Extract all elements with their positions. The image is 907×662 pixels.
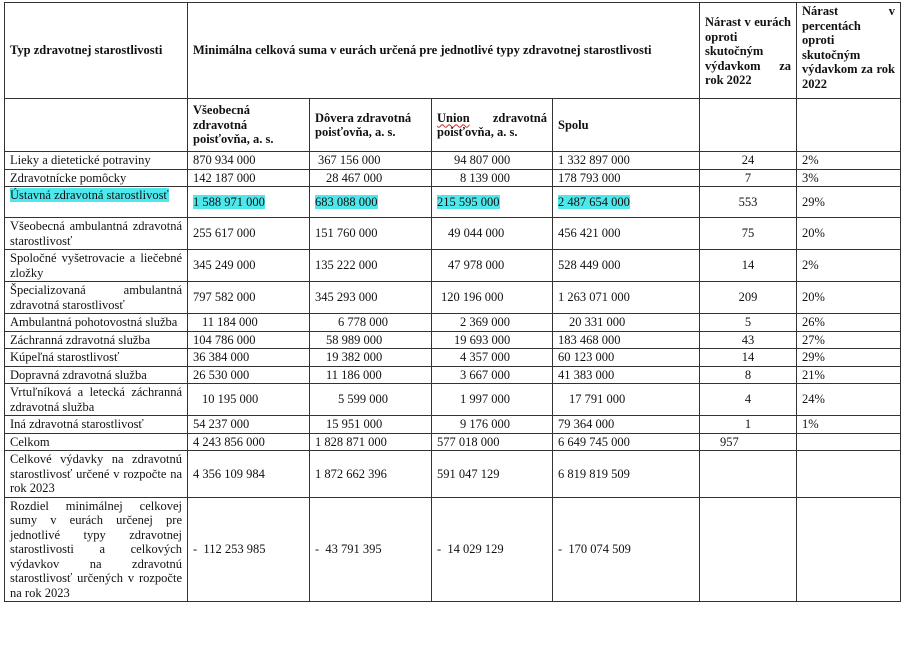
- cell-union: 9 176 000: [432, 416, 553, 434]
- cell-spolu: 528 449 000: [553, 250, 700, 282]
- table-row: [5, 366, 901, 384]
- header-growth-eur: Nárast v eurách oproti skutočným výdavkom za rok 2022: [700, 3, 797, 99]
- cell-dovera: 1 872 662 396: [310, 451, 432, 498]
- header-growth-pct: Nárast v percentách oproti skutočným výdavkom za rok 2022: [797, 3, 901, 99]
- cell-dovera: 151 760 000: [310, 218, 432, 250]
- cell-dovera: - 43 791 395: [310, 497, 432, 602]
- subheader-union-rest: zdravotná poisťovňa, a. s.: [437, 110, 547, 139]
- cell-spolu: 1 263 071 000: [553, 282, 700, 314]
- cell-dovera: 6 778 000: [310, 314, 432, 332]
- cell-growth-eur: 24: [700, 152, 797, 170]
- row-label: Vrtuľníková a letecká záchranná zdravotná služba: [5, 384, 188, 416]
- cell-union: 577 018 000: [432, 433, 553, 451]
- cell-vszp: 26 530 000: [188, 366, 310, 384]
- highlight-mark: 1 588 971 000: [193, 194, 265, 209]
- cell-growth-eur: 209: [700, 282, 797, 314]
- cell-growth-eur: 8: [700, 366, 797, 384]
- cell-growth-eur: 14: [700, 250, 797, 282]
- table-row: [5, 349, 901, 367]
- table-row: [5, 331, 901, 349]
- cell-growth-pct: 1%: [797, 416, 901, 434]
- table-row: [5, 497, 901, 602]
- cell-union: 19 693 000: [432, 331, 553, 349]
- subheader-union-word: Union: [437, 110, 470, 125]
- cell-union: 3 667 000: [432, 366, 553, 384]
- subheader-union: [432, 99, 553, 152]
- cell-growth-pct: 21%: [797, 366, 901, 384]
- cell-spolu: 6 819 819 509: [553, 451, 700, 498]
- cell-growth-pct: 29%: [797, 187, 901, 218]
- cell-vszp: 4 243 856 000: [188, 433, 310, 451]
- subheader-dovera: Dôvera zdravotná poisťovňa, a. s.: [310, 99, 432, 152]
- cell-growth-pct: 3%: [797, 169, 901, 187]
- row-label: Ambulantná pohotovostná služba: [5, 314, 188, 332]
- row-label: Spoločné vyšetrovacie a liečebné zložky: [5, 250, 188, 282]
- subheader-empty: [5, 99, 188, 152]
- cell-union: 4 357 000: [432, 349, 553, 367]
- cell-union: 591 047 129: [432, 451, 553, 498]
- cell-dovera: 367 156 000: [310, 152, 432, 170]
- cell-growth-eur: 957: [700, 433, 797, 451]
- cell-spolu: 60 123 000: [553, 349, 700, 367]
- table-row-highlighted: [5, 187, 901, 218]
- cell-vszp: 11 184 000: [188, 314, 310, 332]
- subheader-empty-2: [700, 99, 797, 152]
- table-row: [5, 314, 901, 332]
- header-type: Typ zdravotnej starostlivosti: [5, 3, 188, 99]
- cell-vszp: 4 356 109 984: [188, 451, 310, 498]
- cell-vszp: - 112 253 985: [188, 497, 310, 602]
- cell-growth-pct: 20%: [797, 218, 901, 250]
- cell-growth-pct: 26%: [797, 314, 901, 332]
- highlight-mark: 2 487 654 000: [558, 194, 630, 209]
- subheader-empty-3: [797, 99, 901, 152]
- cell-union: 49 044 000: [432, 218, 553, 250]
- cell-growth-eur: 4: [700, 384, 797, 416]
- cell-growth-eur: 14: [700, 349, 797, 367]
- table-row: [5, 451, 901, 498]
- cell-spolu: 456 421 000: [553, 218, 700, 250]
- row-label: Všeobecná ambulantná zdravotná starostlivosť: [5, 218, 188, 250]
- cell-spolu: 41 383 000: [553, 366, 700, 384]
- cell-dovera: 345 293 000: [310, 282, 432, 314]
- row-label: Rozdiel minimálnej celkovej sumy v eurách určenej pre jednotlivé typy zdravotnej starostlivosti a celkových výdavkov na zdravotnú starostlivosť určených v rozpočte na rok 2023: [5, 497, 188, 602]
- subheader-vszp: Všeobecná zdravotná poisťovňa, a. s.: [188, 99, 310, 152]
- row-label: Celkové výdavky na zdravotnú starostlivosť určené v rozpočte na rok 2023: [5, 451, 188, 498]
- table-row: [5, 384, 901, 416]
- cell-growth-pct: 27%: [797, 331, 901, 349]
- subheader-row: [5, 99, 901, 152]
- cell-growth-pct: 2%: [797, 250, 901, 282]
- cell-growth-eur: 5: [700, 314, 797, 332]
- cell-vszp: 345 249 000: [188, 250, 310, 282]
- cell-dovera: 58 989 000: [310, 331, 432, 349]
- cell-growth-pct: 20%: [797, 282, 901, 314]
- table-row: [5, 218, 901, 250]
- subheader-spolu: Spolu: [553, 99, 700, 152]
- cell-growth-pct: [797, 451, 901, 498]
- cell-union: - 14 029 129: [432, 497, 553, 602]
- cell-vszp: 797 582 000: [188, 282, 310, 314]
- cell-spolu: 17 791 000: [553, 384, 700, 416]
- cell-growth-pct: [797, 433, 901, 451]
- cell-union: 1 997 000: [432, 384, 553, 416]
- cell-dovera: 19 382 000: [310, 349, 432, 367]
- cell-dovera: 135 222 000: [310, 250, 432, 282]
- cell-vszp: [188, 187, 310, 218]
- highlight-mark: Ústavná zdravotná starostlivosť: [10, 188, 169, 202]
- cell-growth-pct: 29%: [797, 349, 901, 367]
- header-min-sum: Minimálna celková suma v eurách určená pre jednotlivé typy zdravotnej starostlivosti: [188, 3, 700, 99]
- row-label: Iná zdravotná starostlivosť: [5, 416, 188, 434]
- row-label: [5, 187, 188, 218]
- cell-dovera: 1 828 871 000: [310, 433, 432, 451]
- table-row: [5, 250, 901, 282]
- row-label: Zdravotnícke pomôcky: [5, 169, 188, 187]
- cell-growth-eur: 7: [700, 169, 797, 187]
- row-label: Lieky a dietetické potraviny: [5, 152, 188, 170]
- table-row: [5, 169, 901, 187]
- cell-growth-eur: 75: [700, 218, 797, 250]
- cell-dovera: 11 186 000: [310, 366, 432, 384]
- cell-growth-eur: 553: [700, 187, 797, 218]
- table-row-total: [5, 433, 901, 451]
- health-care-budget-table: [4, 2, 901, 602]
- cell-union: 47 978 000: [432, 250, 553, 282]
- cell-growth-pct: 2%: [797, 152, 901, 170]
- row-label: Špecializovaná ambulantná zdravotná starostlivosť: [5, 282, 188, 314]
- cell-vszp: 10 195 000: [188, 384, 310, 416]
- cell-union: 120 196 000: [432, 282, 553, 314]
- cell-spolu: [553, 187, 700, 218]
- cell-spolu: 183 468 000: [553, 331, 700, 349]
- cell-spolu: 79 364 000: [553, 416, 700, 434]
- table-row: [5, 416, 901, 434]
- cell-union: [432, 187, 553, 218]
- cell-growth-eur: [700, 451, 797, 498]
- cell-spolu: 20 331 000: [553, 314, 700, 332]
- row-label: Záchranná zdravotná služba: [5, 331, 188, 349]
- cell-dovera: 15 951 000: [310, 416, 432, 434]
- cell-spolu: - 170 074 509: [553, 497, 700, 602]
- cell-growth-eur: [700, 497, 797, 602]
- cell-vszp: 104 786 000: [188, 331, 310, 349]
- table-row: [5, 152, 901, 170]
- cell-growth-eur: 43: [700, 331, 797, 349]
- header-row: [5, 3, 901, 99]
- row-label: Dopravná zdravotná služba: [5, 366, 188, 384]
- cell-union: 94 807 000: [432, 152, 553, 170]
- row-label: Kúpeľná starostlivosť: [5, 349, 188, 367]
- cell-growth-pct: [797, 497, 901, 602]
- highlight-mark: 683 088 000: [315, 194, 378, 209]
- cell-spolu: 6 649 745 000: [553, 433, 700, 451]
- cell-vszp: 54 237 000: [188, 416, 310, 434]
- cell-spolu: 1 332 897 000: [553, 152, 700, 170]
- cell-spolu: 178 793 000: [553, 169, 700, 187]
- cell-growth-eur: 1: [700, 416, 797, 434]
- cell-union: 8 139 000: [432, 169, 553, 187]
- row-label: Celkom: [5, 433, 188, 451]
- highlight-mark: 215 595 000: [437, 194, 500, 209]
- cell-dovera: 5 599 000: [310, 384, 432, 416]
- cell-dovera: 28 467 000: [310, 169, 432, 187]
- cell-vszp: 870 934 000: [188, 152, 310, 170]
- cell-vszp: 36 384 000: [188, 349, 310, 367]
- cell-dovera: [310, 187, 432, 218]
- document-page: [4, 2, 901, 602]
- cell-vszp: 255 617 000: [188, 218, 310, 250]
- cell-growth-pct: 24%: [797, 384, 901, 416]
- cell-union: 2 369 000: [432, 314, 553, 332]
- cell-vszp: 142 187 000: [188, 169, 310, 187]
- table-row: [5, 282, 901, 314]
